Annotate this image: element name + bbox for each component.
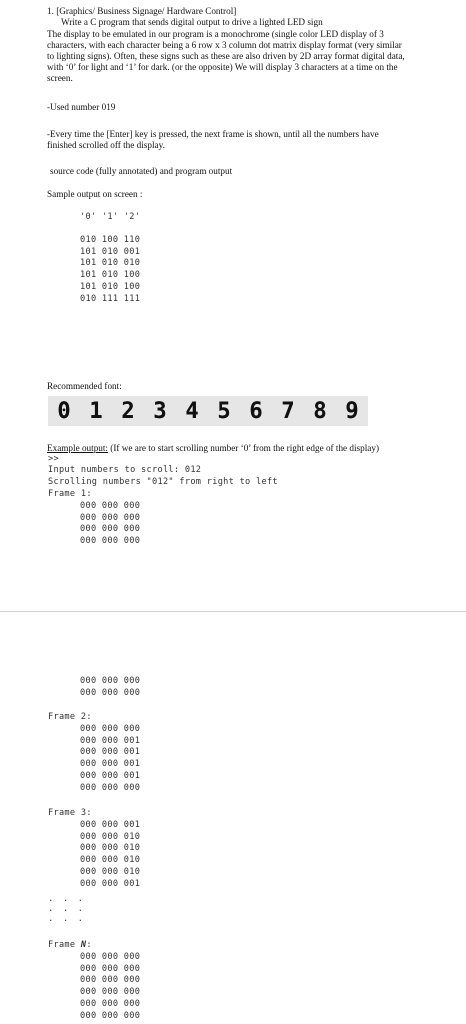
frame-row: 000 000 001	[80, 735, 141, 746]
frame-row: 000 000 001	[80, 747, 141, 758]
font-digit: 5	[217, 398, 231, 424]
para1-line4: with ‘0’ for light and ‘1’ for dark. (or the opposite) We will display 3 characters at a time on the	[47, 62, 398, 72]
frameN-n: N	[80, 940, 87, 950]
frame3-label: Frame 3:	[48, 808, 92, 818]
example-desc: (If we are to start scrolling number ‘0’ from the right edge of the display)	[107, 443, 380, 453]
sample-row: 101 010 001	[80, 246, 141, 257]
page-lower	[0, 614, 466, 1024]
prompt: >>	[48, 454, 59, 464]
ellipsis-row: . . .	[48, 914, 86, 924]
font-digit: 1	[89, 398, 103, 424]
frame-row: 000 000 000	[80, 975, 141, 986]
para1-line1: The display to be emulated in our program is a monochrome (single color LED display of 3	[47, 29, 384, 39]
para1-line2: characters, with each character being a 6 row x 3 column dot matrix display format (very similar	[47, 40, 402, 50]
frame-row: 000 000 001	[80, 878, 141, 889]
frameN-prefix: Frame	[48, 940, 81, 950]
frame-row: 000 000 000	[80, 724, 141, 734]
font-digit: 9	[345, 398, 359, 424]
frame-row: 000 000 000	[80, 536, 141, 547]
frame-row: 000 000 000	[80, 963, 141, 974]
frame-row: 000 000 000	[80, 687, 141, 698]
frame1-label: Frame 1:	[48, 489, 92, 499]
frame-row: 000 000 000	[80, 676, 141, 686]
scrolling-line: Scrolling numbers "012" from right to left	[48, 477, 278, 487]
font-digit: 6	[249, 398, 263, 424]
ellipsis-block	[48, 894, 85, 924]
recommended-font-label: Recommended font:	[47, 381, 122, 391]
frame-row: 000 000 001	[80, 759, 141, 770]
sample-header: '0' '1' '2'	[80, 212, 141, 222]
frame-row: 000 000 010	[80, 866, 141, 877]
every-line2: finished scrolled off the display.	[47, 140, 165, 150]
sample-matrix	[80, 235, 140, 305]
frame-row: 000 000 001	[80, 770, 141, 781]
example-heading	[47, 443, 379, 454]
font-digit: 2	[121, 398, 135, 424]
para1-line3: to lighting signs). Often, these signs such as these are also driven by 2D array format digital data,	[47, 51, 405, 61]
font-digit: 7	[281, 398, 295, 424]
page-break	[0, 611, 466, 612]
frame-row: 000 000 001	[80, 820, 141, 830]
used-number: -Used number 019	[47, 102, 116, 112]
frameN-label	[48, 940, 92, 952]
sample-row: 010 100 110	[80, 235, 141, 245]
font-digit: 8	[313, 398, 327, 424]
ellipsis-row: . . .	[48, 904, 86, 914]
sample-row: 101 010 100	[80, 281, 141, 292]
font-digit: 3	[153, 398, 167, 424]
ellipsis-row: . . .	[48, 894, 86, 904]
frame3-matrix	[80, 820, 140, 890]
sample-output-label: Sample output on screen :	[47, 189, 143, 199]
frame2-matrix	[80, 724, 140, 794]
frame2-label: Frame 2:	[48, 712, 92, 722]
sample-row: 101 010 010	[80, 258, 141, 269]
frame-row: 000 000 010	[80, 855, 141, 866]
frame-row: 000 000 000	[80, 952, 141, 962]
frame-row: 000 000 000	[80, 512, 141, 523]
sample-row: 101 010 100	[80, 270, 141, 281]
source-code-note: source code (fully annotated) and program output	[50, 166, 233, 176]
frame1-matrix-top	[80, 501, 140, 548]
frame-row: 000 000 000	[80, 987, 141, 998]
doc-subtitle: Write a C program that sends digital output to drive a lighted LED sign	[61, 17, 323, 27]
font-digit: 4	[185, 398, 199, 424]
frame-row: 000 000 000	[80, 782, 141, 793]
frame-row: 000 000 010	[80, 843, 141, 854]
dot-matrix-font-sample	[48, 396, 368, 426]
frameN-suffix: :	[86, 940, 92, 950]
para1-line5: screen.	[47, 73, 73, 83]
input-line: Input numbers to scroll: 012	[48, 465, 202, 475]
frameN-matrix	[80, 952, 140, 1022]
frame-row: 000 000 000	[80, 998, 141, 1009]
frame1-matrix-bottom	[80, 676, 140, 699]
frame-row: 000 000 000	[80, 1010, 141, 1021]
doc-title: 1. [Graphics/ Business Signage/ Hardware Control]	[47, 6, 237, 16]
font-digit: 0	[57, 398, 71, 424]
frame-row: 000 000 000	[80, 501, 141, 511]
frame-row: 000 000 000	[80, 524, 141, 535]
sample-row: 010 111 111	[80, 293, 141, 304]
frame-row: 000 000 010	[80, 831, 141, 842]
every-line1: -Every time the [Enter] key is pressed, the next frame is shown, until all the numbers have	[47, 129, 379, 139]
example-label: Example output:	[47, 443, 108, 453]
